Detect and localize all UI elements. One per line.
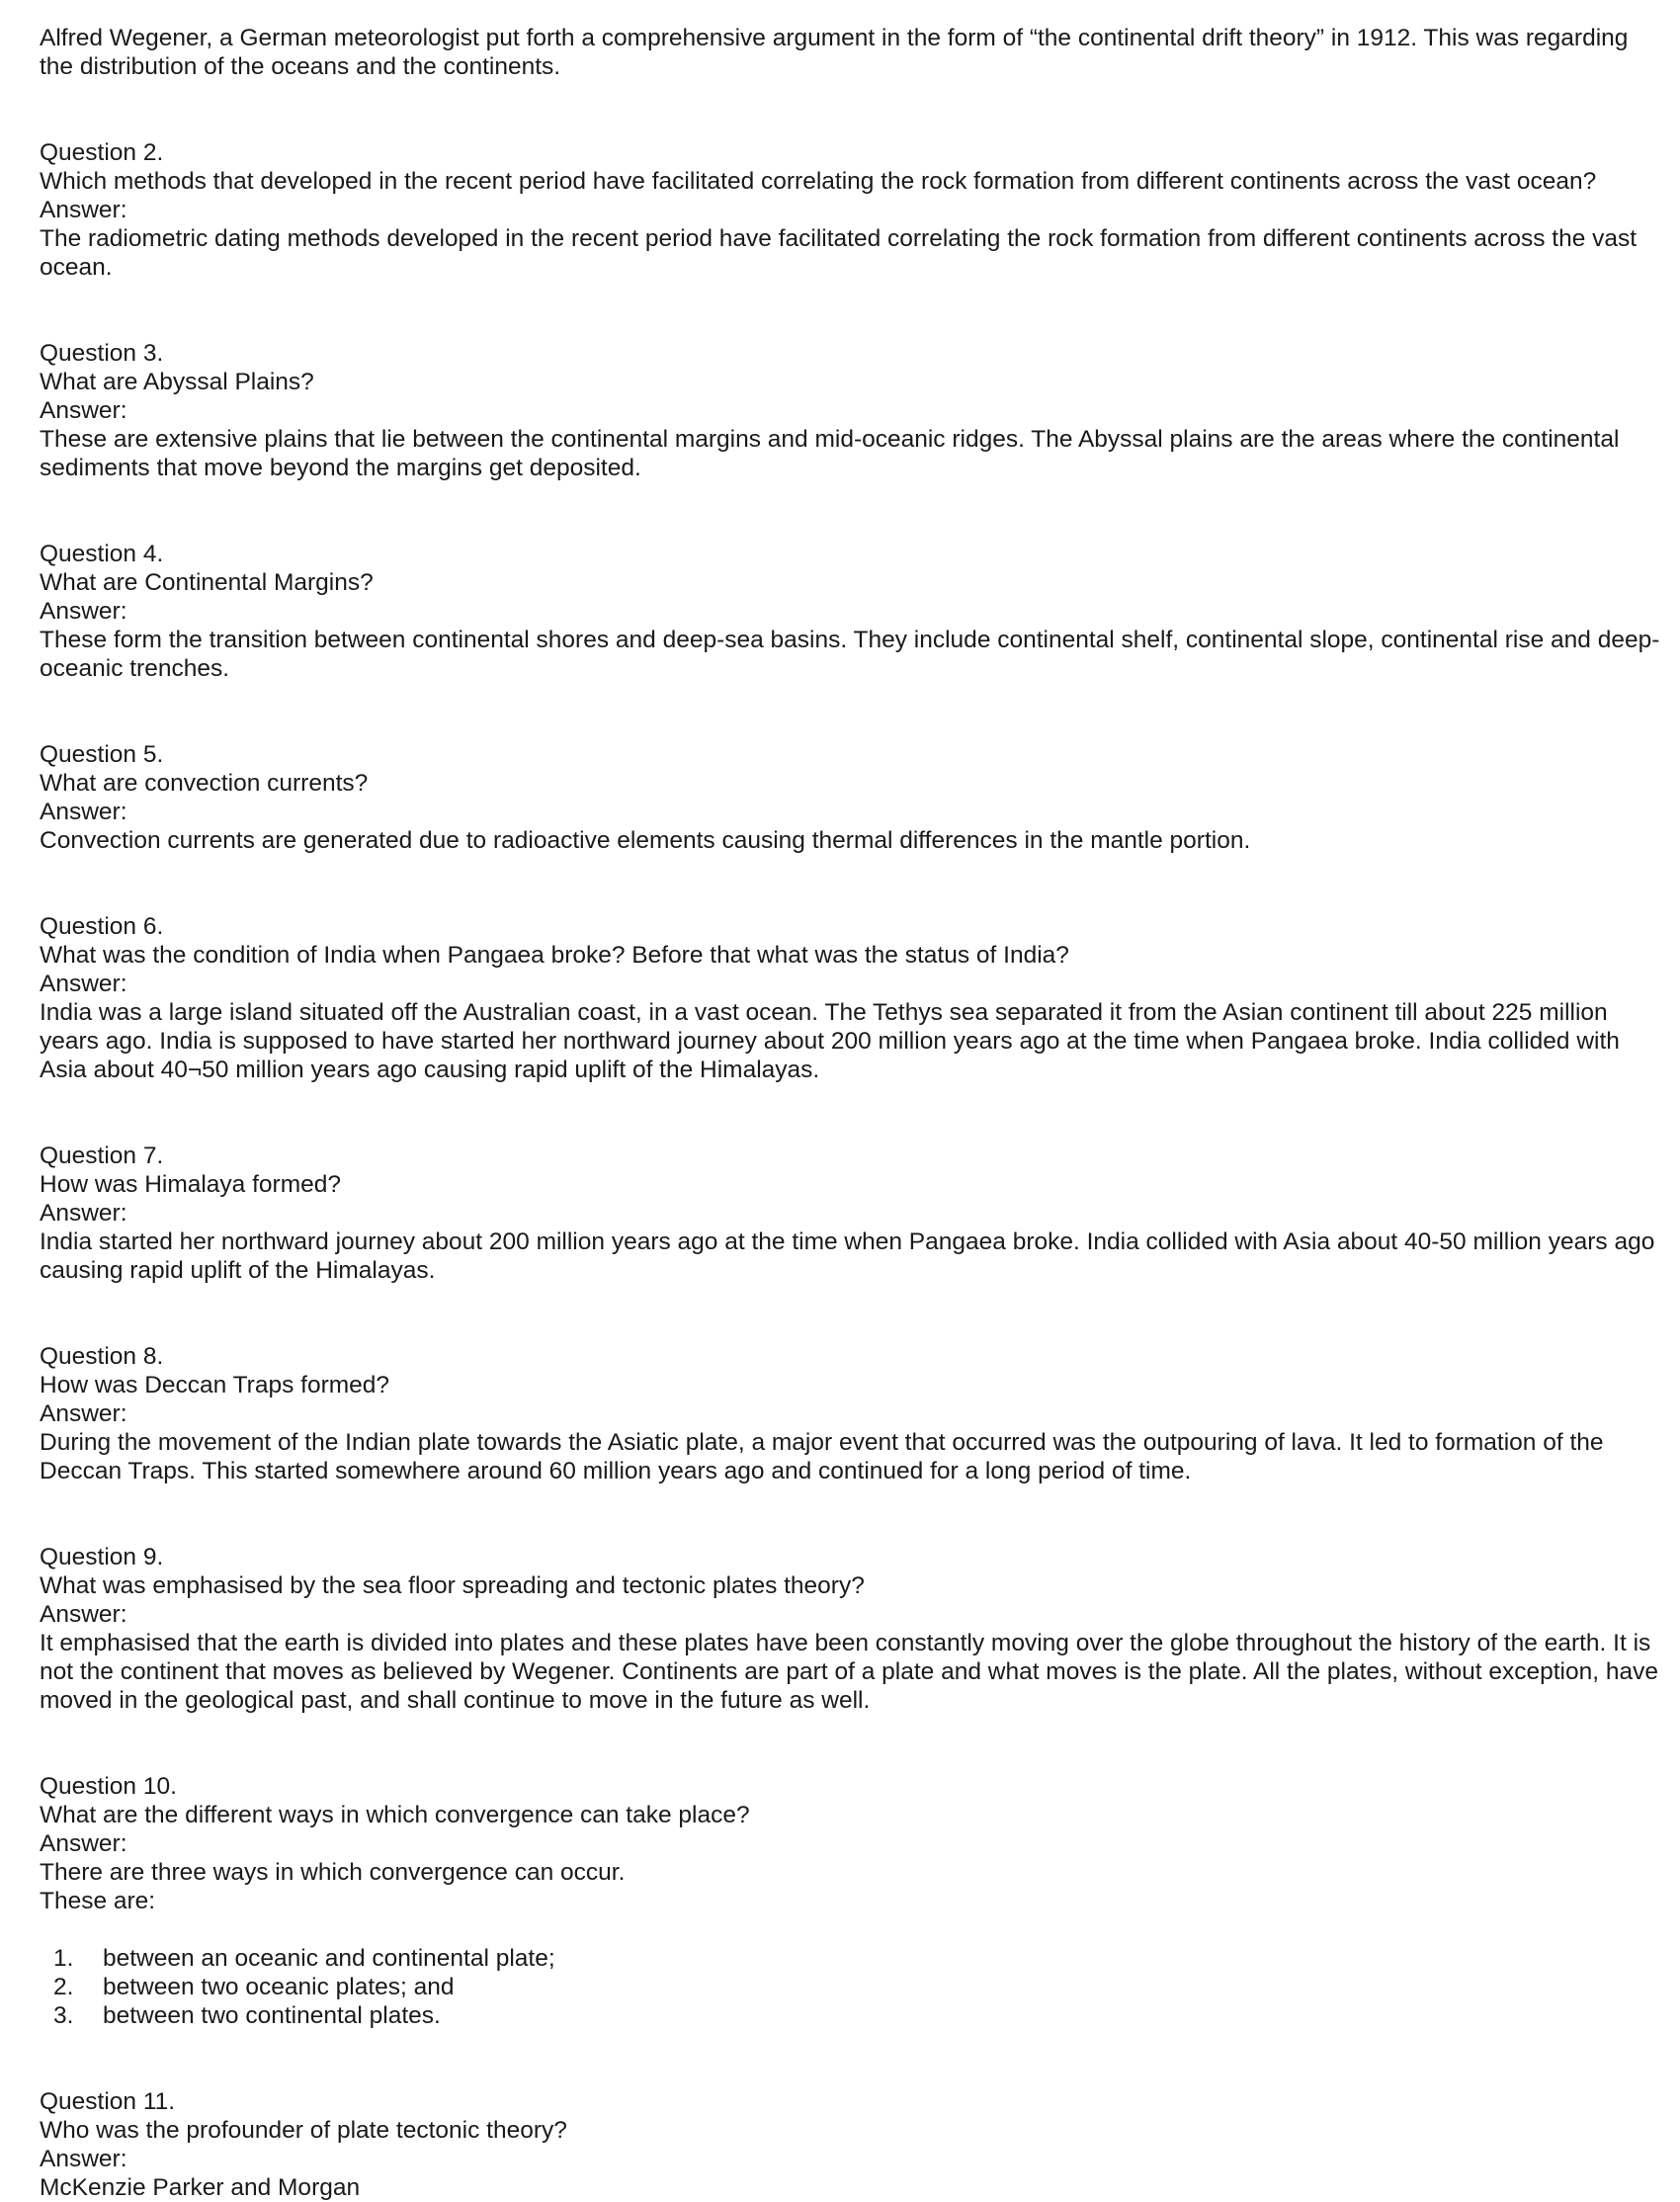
qa-block xyxy=(40,1772,1660,2030)
answer-label: Answer: xyxy=(40,2146,127,2172)
question-title: Question 3. xyxy=(40,340,164,367)
answer-text: These are extensive plains that lie between the continental margins and mid-oceanic ridges. The Abyssal plains are the areas where the continental sediments that move beyond the margins get deposited. xyxy=(40,426,1620,481)
question-title: Question 5. xyxy=(40,741,164,768)
question-text: Who was the profounder of plate tectonic theory? xyxy=(40,2117,567,2144)
question-title: Question 11. xyxy=(40,2088,176,2115)
answer-label: Answer: xyxy=(40,799,127,825)
qa-block xyxy=(40,1342,1660,1485)
answer-text: McKenzie Parker and Morgan xyxy=(40,2174,361,2201)
answer-text-extra: These are: xyxy=(40,1888,156,1914)
qa-block xyxy=(40,740,1660,855)
question-title: Question 2. xyxy=(40,139,164,166)
list-item-number: 2. xyxy=(53,1974,74,2000)
question-text: What are convection currents? xyxy=(40,770,369,797)
question-text: How was Himalaya formed? xyxy=(40,1171,341,1198)
answer-text: India was a large island situated off the Australian coast, in a vast ocean. The Tethys sea separated it from the Asian continent till about 225 million years ago. India is supposed to have started her northward journey about 200 million years ago at the time when Pangaea broke. India collided with Asia about 40¬50 million years ago causing rapid uplift of the Himalayas. xyxy=(40,999,1620,1083)
list-item-text: between two oceanic plates; and xyxy=(103,1974,455,2000)
qa-block xyxy=(40,540,1660,683)
qa-block xyxy=(40,912,1660,1084)
answer-text: Convection currents are generated due to radioactive elements causing thermal differences in the mantle portion. xyxy=(40,827,1251,854)
qa-block xyxy=(40,1142,1660,1285)
answer-text: During the movement of the Indian plate towards the Asiatic plate, a major event that occurred was the outpouring of lava. It led to formation of the Deccan Traps. This started somewhere around 60 million years ago and continued for a long period of time. xyxy=(40,1429,1604,1484)
question-title: Question 7. xyxy=(40,1143,164,1169)
answer-label: Answer: xyxy=(40,1601,127,1628)
answer-text: India started her northward journey about 200 million years ago at the time when Pangaea broke. India collided with Asia about 40-50 million years ago causing rapid uplift of the Himalayas. xyxy=(40,1228,1655,1284)
list-item-number: 1. xyxy=(53,1945,74,1972)
answer-label: Answer: xyxy=(40,197,127,223)
list-item xyxy=(40,1944,1660,1973)
answer-label: Answer: xyxy=(40,397,127,424)
list-item xyxy=(40,2001,1660,2030)
answer-text: These form the transition between continental shores and deep-sea basins. They include continental shelf, continental slope, continental rise and deep-oceanic trenches. xyxy=(40,627,1660,682)
question-text: What are Continental Margins? xyxy=(40,569,374,596)
answer-text: There are three ways in which convergence can occur. xyxy=(40,1859,626,1886)
convergence-list xyxy=(40,1944,1660,2030)
qa-block xyxy=(40,1543,1660,1715)
answer-label: Answer: xyxy=(40,1200,127,1227)
answer-label: Answer: xyxy=(40,598,127,625)
list-item-number: 3. xyxy=(53,2002,74,2029)
question-text: Which methods that developed in the recent period have facilitated correlating the rock formation from different continents across the vast ocean? xyxy=(40,168,1597,195)
answer-text: The radiometric dating methods developed in the recent period have facilitated correlating the rock formation from different continents across the vast ocean. xyxy=(40,225,1638,281)
question-title: Question 4. xyxy=(40,541,164,567)
answer-label: Answer: xyxy=(40,971,127,997)
question-text: What are Abyssal Plains? xyxy=(40,369,314,395)
document-page xyxy=(40,24,1660,2202)
list-item-text: between an oceanic and continental plate; xyxy=(103,1945,555,1972)
question-text: What are the different ways in which convergence can take place? xyxy=(40,1802,750,1828)
question-text: What was emphasised by the sea floor spreading and tectonic plates theory? xyxy=(40,1572,865,1599)
qa-block xyxy=(40,138,1660,282)
answer-label: Answer: xyxy=(40,1830,127,1857)
question-text: What was the condition of India when Pangaea broke? Before that what was the status of India? xyxy=(40,942,1069,969)
list-item xyxy=(40,1973,1660,2001)
question-title: Question 6. xyxy=(40,913,164,940)
qa-block xyxy=(40,339,1660,482)
list-item-text: between two continental plates. xyxy=(103,2002,441,2029)
answer-label: Answer: xyxy=(40,1400,127,1427)
answer-text: It emphasised that the earth is divided into plates and these plates have been constantly moving over the globe throughout the history of the earth. It is not the continent that moves as believed by Wegener. Continents are part of a plate and what moves is the plate. All the plates, without exception, have moved in the geological past, and shall continue to move in the future as well. xyxy=(40,1630,1658,1714)
question-title: Question 8. xyxy=(40,1343,164,1370)
qa-block xyxy=(40,2087,1660,2202)
question-title: Question 9. xyxy=(40,1544,164,1570)
question-title: Question 10. xyxy=(40,1773,177,1800)
intro-paragraph: Alfred Wegener, a German meteorologist put forth a comprehensive argument in the form of “the continental drift theory” in 1912. This was regarding the distribution of the oceans and the continents. xyxy=(40,25,1629,80)
question-text: How was Deccan Traps formed? xyxy=(40,1372,390,1398)
